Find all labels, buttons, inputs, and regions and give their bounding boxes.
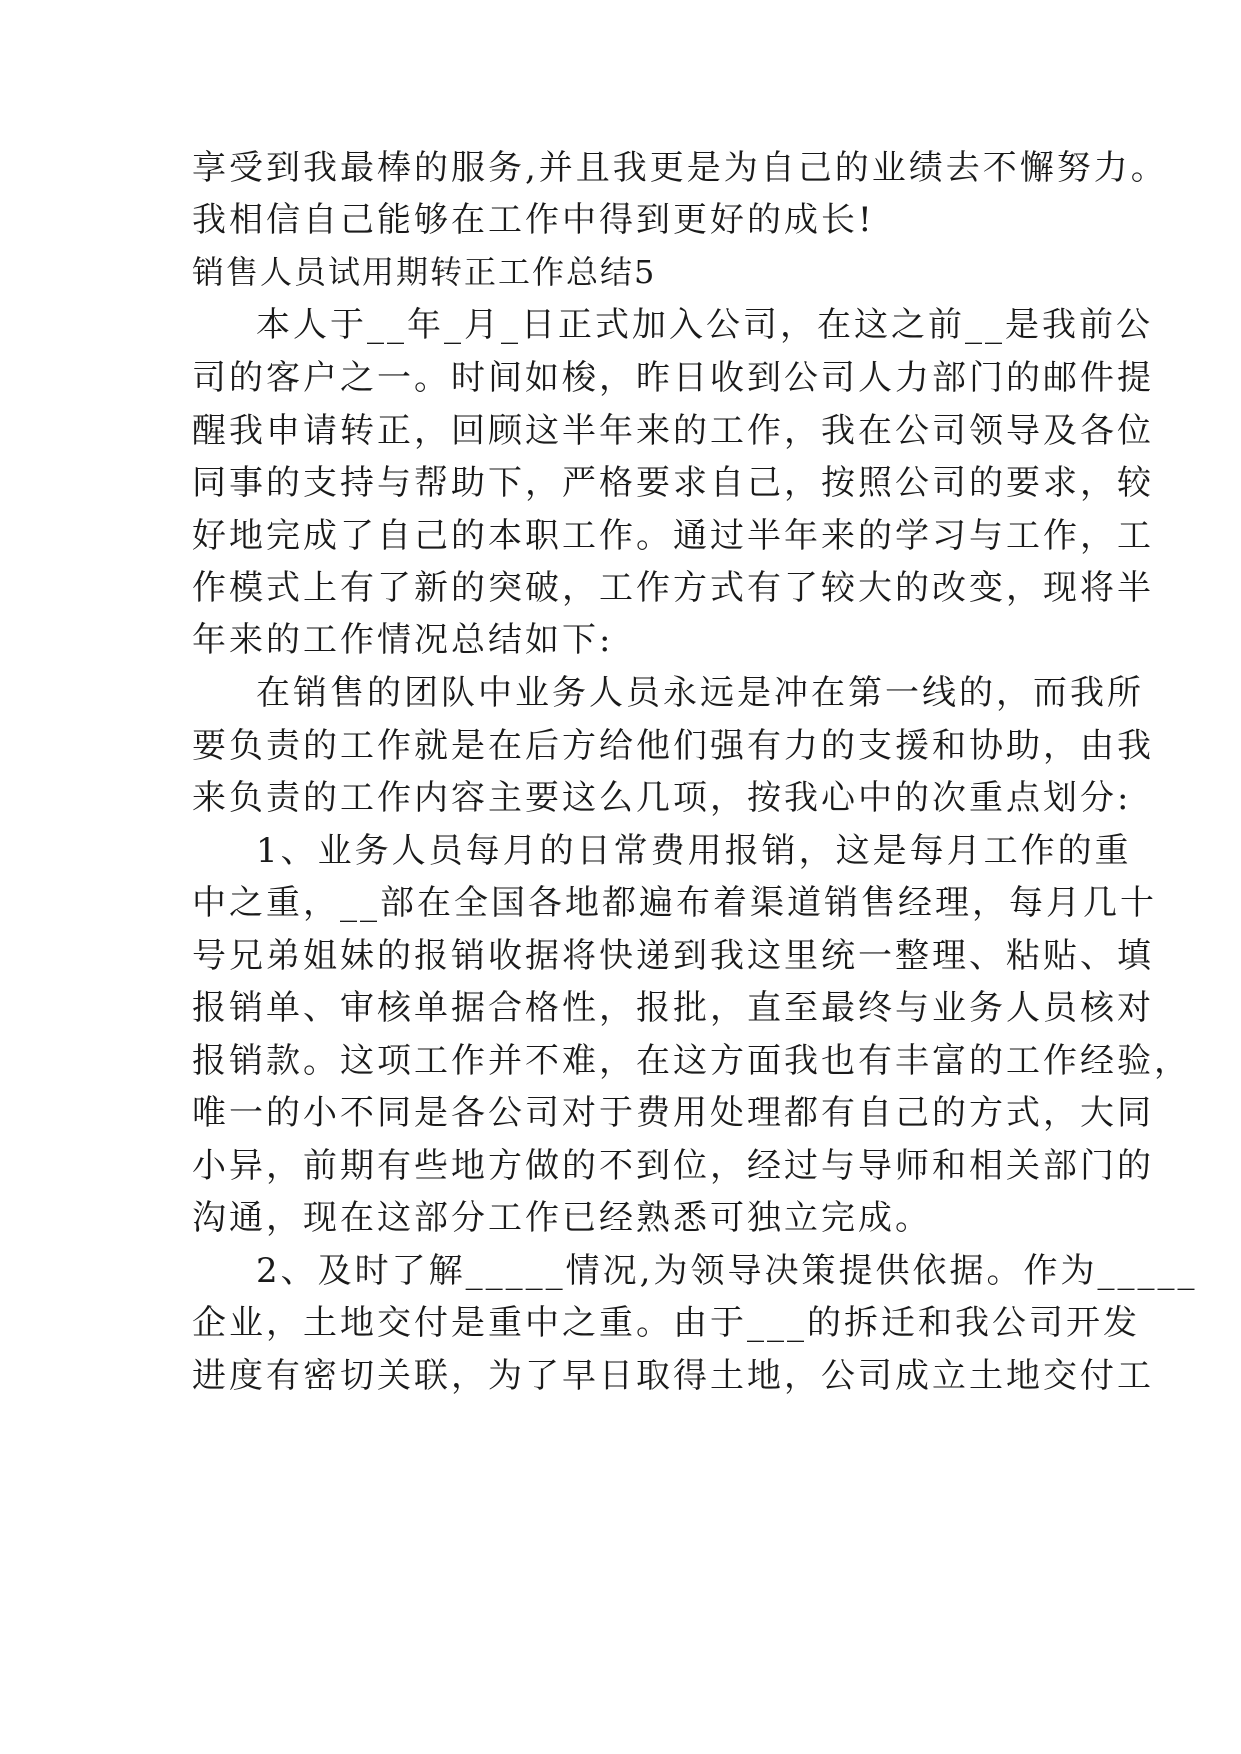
- body-line: 进度有密切关联，为了早日取得土地，公司成立土地交付工: [192, 1356, 1154, 1396]
- body-line: 年来的工作情况总结如下:: [192, 620, 614, 660]
- paragraph-first-line: 本人于__年_月_日正式加入公司，在这之前__是我前公: [256, 305, 1153, 345]
- body-line: 唯一的小不同是各公司对于费用处理都有自己的方式，大同: [192, 1093, 1154, 1133]
- paragraph-first-line: 1、业务人员每月的日常费用报销，这是每月工作的重: [256, 831, 1132, 871]
- body-line: 沟通，现在这部分工作已经熟悉可独立完成。: [192, 1198, 932, 1238]
- body-line: 同事的支持与帮助下，严格要求自己，按照公司的要求，较: [192, 463, 1154, 503]
- body-line: 享受到我最棒的服务,并且我更是为自己的业绩去不懈努力。: [192, 148, 1168, 188]
- body-line: 企业，土地交付是重中之重。由于___的拆迁和我公司开发: [192, 1303, 1140, 1343]
- paragraph-first-line: 2、及时了解_____情况,为领导决策提供依据。作为_____: [256, 1251, 1198, 1291]
- body-line: 来负责的工作内容主要这么几项，按我心中的次重点划分:: [192, 778, 1132, 818]
- body-line: 作模式上有了新的突破，工作方式有了较大的改变，现将半: [192, 568, 1154, 608]
- body-line: 司的客户之一。时间如梭，昨日收到公司人力部门的邮件提: [192, 358, 1154, 398]
- body-line: 我相信自己能够在工作中得到更好的成长!: [192, 200, 875, 240]
- body-line: 中之重，__部在全国各地都遍布着渠道销售经理，每月几十: [192, 883, 1157, 923]
- body-line: 报销款。这项工作并不难，在这方面我也有丰富的工作经验，: [192, 1041, 1191, 1081]
- section-heading: 销售人员试用期转正工作总结5: [192, 253, 657, 291]
- body-line: 醒我申请转正，回顾这半年来的工作，我在公司领导及各位: [192, 411, 1154, 451]
- paragraph-first-line: 在销售的团队中业务人员永远是冲在第一线的，而我所: [256, 673, 1144, 713]
- body-line: 小异，前期有些地方做的不到位，经过与导师和相关部门的: [192, 1146, 1154, 1186]
- body-line: 要负责的工作就是在后方给他们强有力的支援和协助，由我: [192, 726, 1154, 766]
- body-line: 好地完成了自己的本职工作。通过半年来的学习与工作，工: [192, 516, 1154, 556]
- body-line: 号兄弟姐妹的报销收据将快递到我这里统一整理、粘贴、填: [192, 936, 1154, 976]
- body-line: 报销单、审核单据合格性，报批，直至最终与业务人员核对: [192, 988, 1154, 1028]
